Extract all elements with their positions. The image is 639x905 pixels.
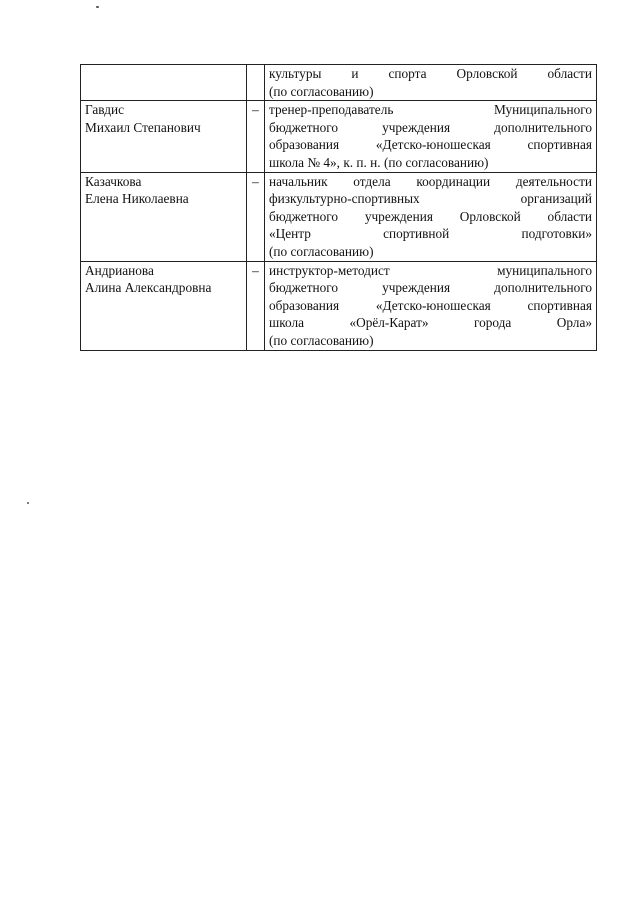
member-position-cell [265,172,597,261]
member-name-cell [81,101,247,172]
member-name-cell [81,172,247,261]
position-line: физкультурно-спортивных организаций [269,191,592,207]
position-line: (по согласованию) [269,332,374,348]
dash-cell [247,172,265,261]
dash: – [252,262,259,278]
member-surname: Андрианова [85,262,154,278]
position-line: образования «Детско-юношеская спортивная [269,137,592,153]
dash: – [252,102,259,118]
table-row [81,101,597,172]
member-given-names: Алина Александровна [85,280,212,296]
scan-speck [96,6,99,8]
position-line: начальник отдела координации деятельности [269,173,592,189]
table-row [81,65,597,101]
member-given-names: Михаил Степанович [85,119,201,135]
member-position-cell [265,101,597,172]
table-row [81,172,597,261]
member-position-cell [265,65,597,101]
member-given-names: Елена Николаевна [85,191,189,207]
position-line: инструктор-методист муниципального [269,262,592,278]
dash-cell [247,261,265,350]
position-line: бюджетного учреждения дополнительного [269,280,592,296]
position-line: культуры и спорта Орловской области [269,66,592,81]
member-position-cell [265,261,597,350]
position-line: тренер-преподаватель Муниципального [269,102,592,118]
member-name-cell [81,65,247,101]
position-line: (по согласованию) [269,83,374,99]
member-surname: Казачкова [85,173,142,189]
position-line: школа № 4», к. п. н. (по согласованию) [269,154,489,170]
position-line: школа «Орёл-Карат» города Орла» [269,315,592,331]
position-line: образования «Детско-юношеская спортивная [269,297,592,313]
dash-cell [247,65,265,101]
table-row [81,261,597,350]
position-line: (по согласованию) [269,243,374,259]
scan-speck [27,502,29,504]
position-line: «Центр спортивной подготовки» [269,226,592,242]
member-name-cell [81,261,247,350]
position-line: бюджетного учреждения дополнительного [269,119,592,135]
dash: – [252,173,259,189]
dash-cell [247,101,265,172]
position-line: бюджетного учреждения Орловской области [269,208,592,224]
members-table [80,64,597,351]
members-table-body [81,65,597,351]
member-surname: Гавдис [85,102,124,118]
